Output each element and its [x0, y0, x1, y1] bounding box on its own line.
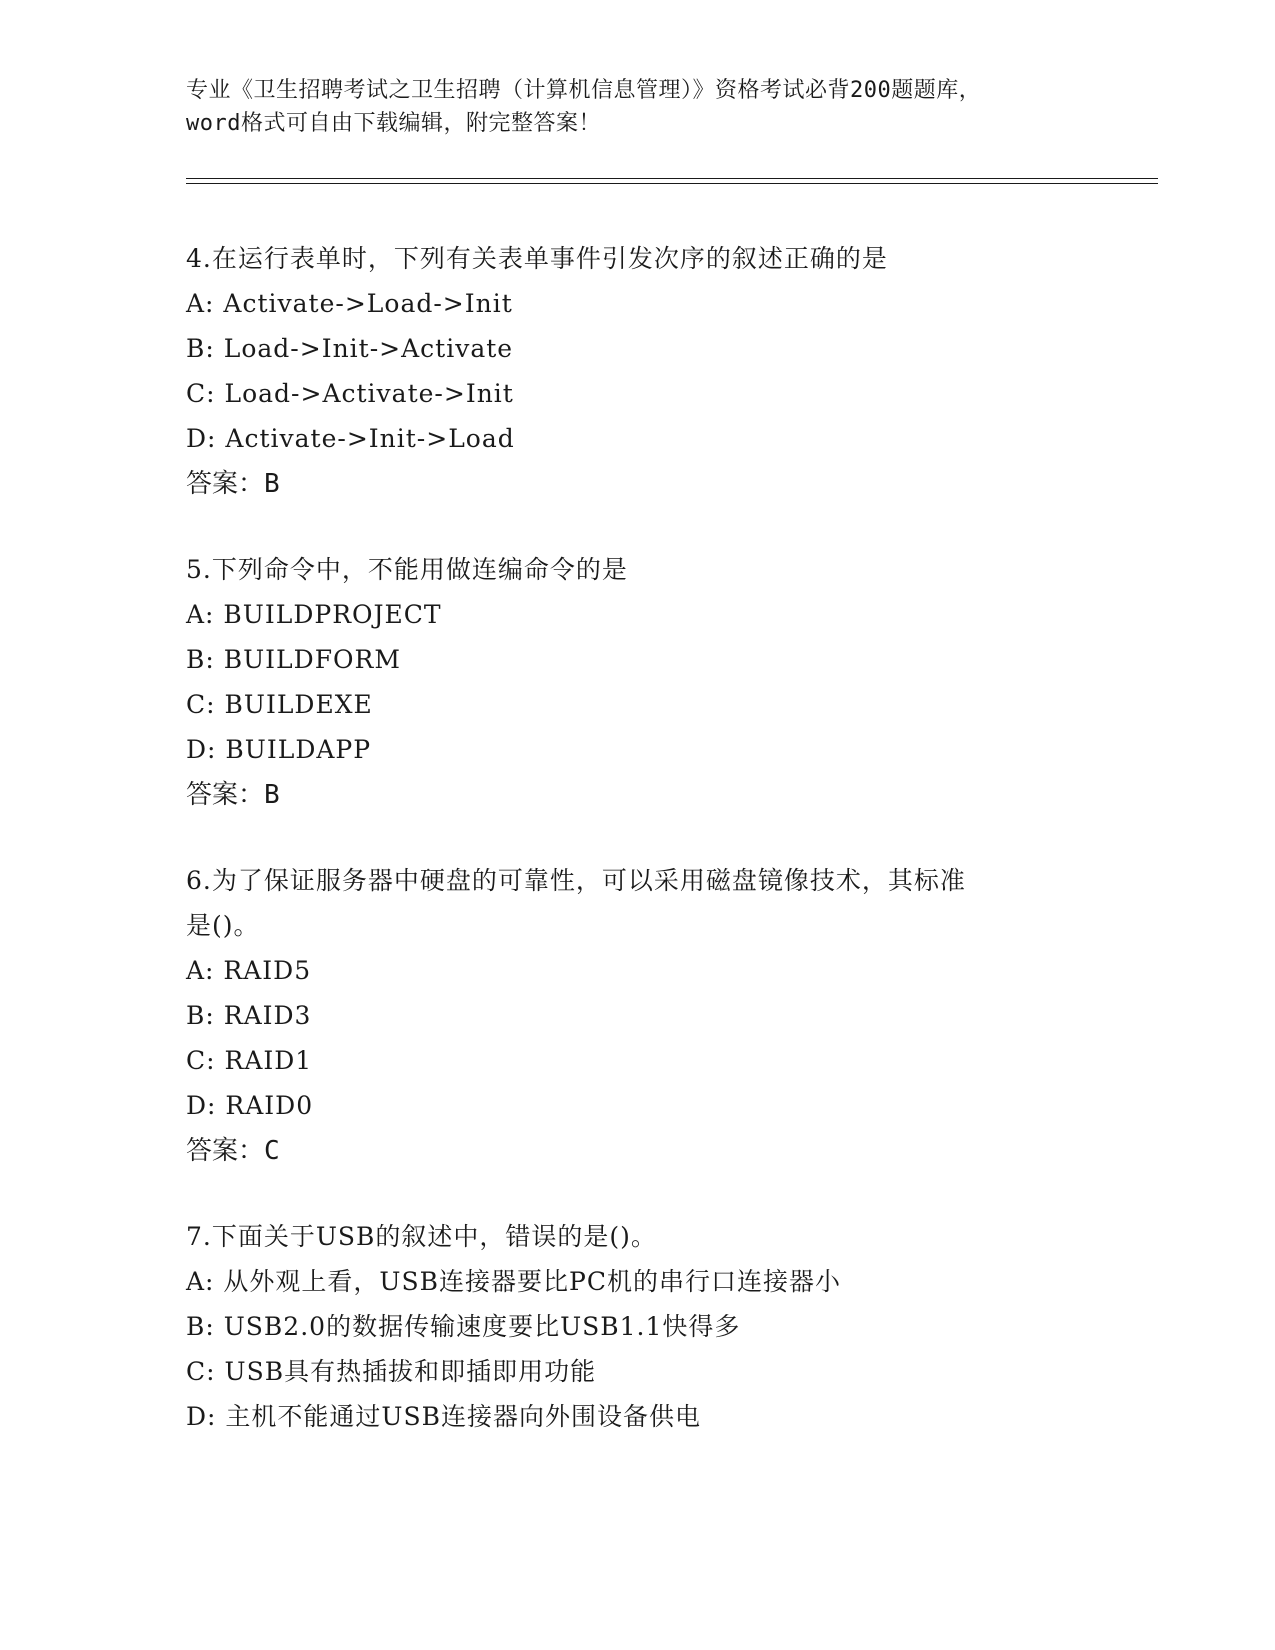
header-divider-bottom	[186, 183, 1158, 184]
question-7	[186, 1214, 1106, 1439]
option-a: A: 从外观上看，USB连接器要比PC机的串行口连接器小	[186, 1267, 841, 1296]
option-d: D: RAID0	[186, 1091, 314, 1120]
question-6	[186, 858, 1106, 1174]
option-c: C: Load->Activate->Init	[186, 379, 514, 408]
header-divider-top	[186, 178, 1158, 179]
answer-line: 答案：B	[186, 469, 280, 499]
option-d: D: Activate->Init->Load	[186, 424, 515, 453]
question-list	[186, 236, 1106, 1479]
option-c: C: RAID1	[186, 1046, 313, 1075]
option-c: C: BUILDEXE	[186, 690, 373, 719]
question-stem-line-2: 是()。	[186, 911, 260, 940]
option-a: A: Activate->Load->Init	[186, 289, 513, 318]
option-b: B: USB2.0的数据传输速度要比USB1.1快得多	[186, 1312, 741, 1341]
header-title-line-2: word格式可自由下载编辑，附完整答案！	[186, 111, 601, 136]
answer-line: 答案：B	[186, 780, 280, 810]
document-header	[186, 74, 1086, 140]
option-b: B: BUILDFORM	[186, 645, 401, 674]
header-title-line-1: 专业《卫生招聘考试之卫生招聘（计算机信息管理）》资格考试必背200题题库，	[186, 78, 982, 103]
option-b: B: RAID3	[186, 1001, 312, 1030]
option-a: A: RAID5	[186, 956, 312, 985]
option-d: D: BUILDAPP	[186, 735, 372, 764]
question-stem: 7.下面关于USB的叙述中，错误的是()。	[186, 1222, 657, 1251]
option-d: D: 主机不能通过USB连接器向外围设备供电	[186, 1402, 701, 1431]
question-stem-line-1: 6.为了保证服务器中硬盘的可靠性，可以采用磁盘镜像技术，其标准	[186, 866, 966, 895]
option-b: B: Load->Init->Activate	[186, 334, 514, 363]
answer-line: 答案：C	[186, 1136, 280, 1166]
option-a: A: BUILDPROJECT	[186, 600, 442, 629]
question-stem: 5.下列命令中，不能用做连编命令的是	[186, 555, 628, 584]
question-4	[186, 236, 1106, 507]
question-stem: 4.在运行表单时，下列有关表单事件引发次序的叙述正确的是	[186, 244, 888, 273]
option-c: C: USB具有热插拔和即插即用功能	[186, 1357, 597, 1386]
question-5	[186, 547, 1106, 818]
